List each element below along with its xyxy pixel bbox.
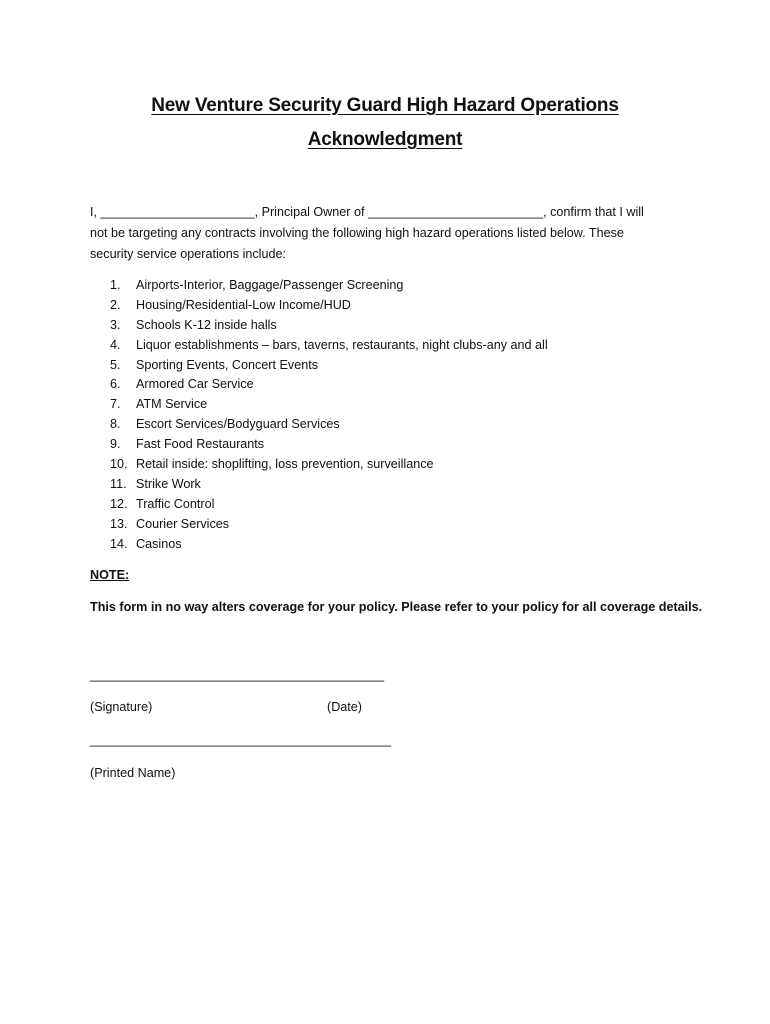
- list-item-label: Armored Car Service: [136, 377, 254, 392]
- list-item-label: Strike Work: [136, 476, 201, 491]
- list-item-label: Sporting Events, Concert Events: [136, 357, 319, 372]
- operations-list: [110, 276, 548, 554]
- list-item-label: Traffic Control: [136, 496, 215, 511]
- list-item-number: 14.: [110, 536, 128, 551]
- list-item-label: Airports-Interior, Baggage/Passenger Screening: [136, 278, 404, 292]
- list-item: [110, 415, 548, 435]
- list-item-number: 4.: [110, 337, 121, 352]
- note-label: NOTE:: [90, 568, 130, 582]
- list-item-label: Retail inside: shoplifting, loss prevention, surveillance: [136, 457, 434, 472]
- list-item-label: Liquor establishments – bars, taverns, restaurants, night clubs-any and all: [136, 337, 548, 352]
- list-item: [110, 475, 548, 495]
- list-item-number: 13.: [110, 516, 128, 531]
- list-item-number: 8.: [110, 417, 121, 432]
- note-text: This form in no way alters coverage for your policy. Please refer to your policy for all coverage details.: [90, 600, 703, 614]
- list-item: [110, 395, 548, 415]
- list-item-number: 9.: [110, 437, 121, 452]
- list-item: [110, 316, 548, 336]
- intro-line-3: security service operations include:: [90, 247, 286, 261]
- signature-label: (Signature): [90, 700, 153, 714]
- list-item: [110, 435, 548, 455]
- printed-name-line: ___________________________________________: [90, 733, 392, 747]
- document-title-line1: New Venture Security Guard High Hazard Operations: [151, 95, 619, 116]
- list-item-number: 2.: [110, 297, 121, 312]
- list-item: [110, 296, 548, 316]
- list-item-number: 1.: [110, 278, 121, 292]
- list-item-label: Schools K-12 inside halls: [136, 317, 277, 332]
- list-item-label: Casinos: [136, 536, 182, 551]
- printed-name-label: (Printed Name): [90, 766, 176, 780]
- list-item-number: 5.: [110, 357, 121, 372]
- document-title-line2: Acknowledgment: [307, 129, 463, 150]
- list-item-label: Courier Services: [136, 516, 230, 531]
- list-item: [110, 535, 548, 555]
- list-item: [110, 455, 548, 475]
- list-item-number: 11.: [110, 476, 127, 491]
- signature-line: __________________________________________: [90, 668, 385, 682]
- list-item-label: Fast Food Restaurants: [136, 437, 265, 452]
- list-item-number: 6.: [110, 377, 121, 392]
- list-item-number: 12.: [110, 496, 128, 511]
- list-item: [110, 495, 548, 515]
- list-item-label: Escort Services/Bodyguard Services: [136, 417, 340, 432]
- list-item: [110, 375, 548, 395]
- list-item: [110, 356, 548, 376]
- list-item-number: 7.: [110, 397, 121, 412]
- list-item: [110, 336, 548, 356]
- list-item-label: ATM Service: [136, 397, 208, 412]
- intro-line-2: not be targeting any contracts involving the following high hazard operations listed below. These: [90, 226, 624, 240]
- list-item-number: 3.: [110, 317, 121, 332]
- list-item-label: Housing/Residential-Low Income/HUD: [136, 297, 351, 312]
- date-label: (Date): [327, 700, 362, 714]
- list-item-number: 10.: [110, 457, 128, 472]
- list-item: [110, 276, 548, 296]
- intro-line-1: I, ______________________, Principal Owner of _________________________, confirm that I will: [90, 205, 644, 219]
- list-item: [110, 515, 548, 535]
